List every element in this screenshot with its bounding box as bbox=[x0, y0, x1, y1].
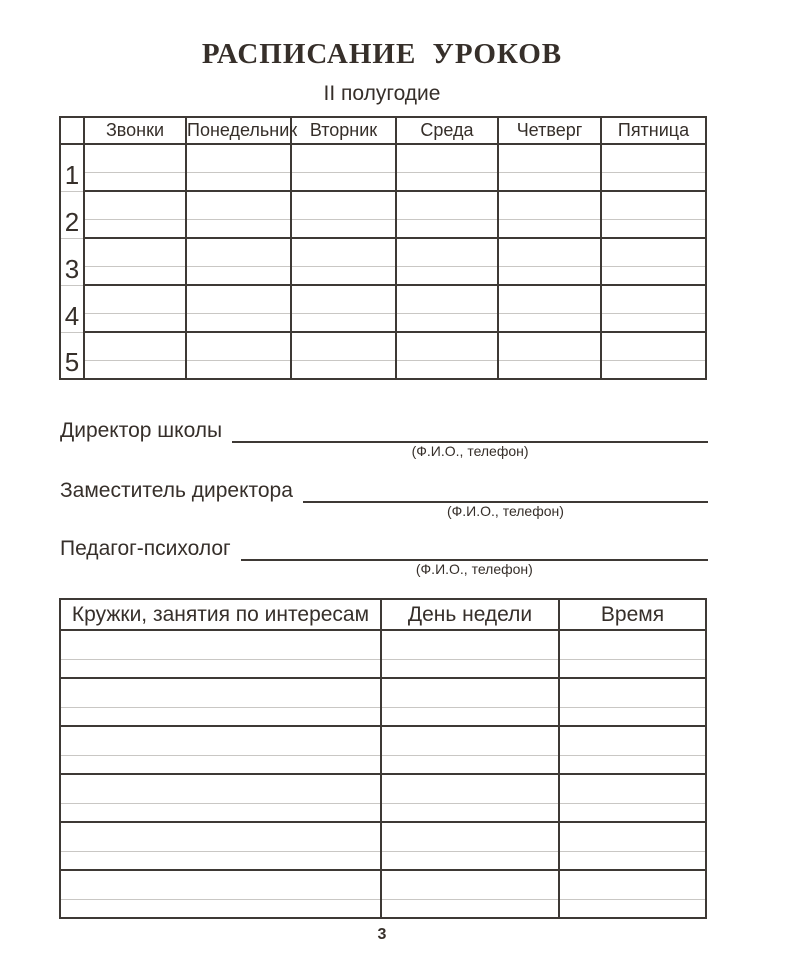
schedule-cell bbox=[186, 285, 291, 313]
schedule-cell bbox=[291, 238, 396, 266]
page-number: 3 bbox=[377, 926, 387, 943]
club-cell bbox=[559, 726, 706, 755]
schedule-cell bbox=[291, 172, 396, 191]
lesson-number: 4 bbox=[60, 285, 84, 332]
clubs-table bbox=[59, 598, 707, 919]
club-cell bbox=[559, 659, 706, 678]
club-cell bbox=[60, 659, 381, 678]
schedule-cell bbox=[601, 238, 706, 266]
director-caption: (Ф.И.О., телефон) bbox=[411, 443, 529, 459]
club-cell bbox=[60, 707, 381, 726]
col-header-monday: Понедельник bbox=[186, 117, 291, 144]
signature-block-deputy bbox=[60, 476, 708, 519]
club-row bbox=[60, 822, 706, 851]
schedule-cell bbox=[186, 191, 291, 219]
schedule-cell bbox=[291, 313, 396, 332]
club-row bbox=[60, 726, 706, 755]
schedule-cell bbox=[396, 238, 498, 266]
schedule-table bbox=[59, 116, 707, 380]
schedule-cell bbox=[498, 238, 601, 266]
club-row-subline bbox=[60, 899, 706, 918]
club-cell bbox=[559, 803, 706, 822]
director-fill-line bbox=[232, 416, 708, 459]
schedule-cell bbox=[291, 285, 396, 313]
club-row-subline bbox=[60, 659, 706, 678]
schedule-cell bbox=[291, 144, 396, 172]
schedule-cell bbox=[84, 285, 186, 313]
schedule-cell bbox=[186, 144, 291, 172]
club-row bbox=[60, 630, 706, 659]
club-row-subline bbox=[60, 803, 706, 822]
schedule-cell bbox=[498, 191, 601, 219]
schedule-cell bbox=[601, 191, 706, 219]
signature-row bbox=[60, 476, 708, 519]
lesson-row-subline bbox=[60, 266, 706, 285]
club-cell bbox=[559, 630, 706, 659]
lesson-row bbox=[60, 144, 706, 172]
schedule-cell bbox=[498, 285, 601, 313]
schedule-cell bbox=[84, 360, 186, 379]
semester-subtitle: II полугодие bbox=[323, 82, 441, 105]
lesson-row bbox=[60, 332, 706, 360]
club-cell bbox=[381, 726, 559, 755]
club-cell bbox=[60, 630, 381, 659]
schedule-cell bbox=[186, 360, 291, 379]
schedule-cell bbox=[396, 191, 498, 219]
col-header-bells: Звонки bbox=[84, 117, 186, 144]
club-cell bbox=[381, 899, 559, 918]
club-cell bbox=[381, 659, 559, 678]
lesson-row-subline bbox=[60, 219, 706, 238]
lesson-number: 5 bbox=[60, 332, 84, 379]
lesson-row bbox=[60, 238, 706, 266]
schedule-cell bbox=[396, 172, 498, 191]
club-cell bbox=[559, 870, 706, 899]
psychologist-caption: (Ф.И.О., телефон) bbox=[415, 561, 533, 577]
club-cell bbox=[381, 707, 559, 726]
deputy-fill-line bbox=[303, 476, 708, 519]
clubs-body bbox=[60, 630, 706, 918]
lesson-row bbox=[60, 191, 706, 219]
schedule-cell bbox=[291, 219, 396, 238]
schedule-cell bbox=[498, 360, 601, 379]
schedule-cell bbox=[84, 191, 186, 219]
club-cell bbox=[559, 707, 706, 726]
club-cell bbox=[559, 851, 706, 870]
club-cell bbox=[381, 803, 559, 822]
schedule-cell bbox=[601, 360, 706, 379]
lesson-row-subline bbox=[60, 172, 706, 191]
club-cell bbox=[381, 678, 559, 707]
schedule-cell bbox=[186, 172, 291, 191]
schedule-cell bbox=[498, 266, 601, 285]
schedule-cell bbox=[186, 266, 291, 285]
schedule-cell bbox=[498, 144, 601, 172]
schedule-cell bbox=[84, 238, 186, 266]
schedule-cell bbox=[84, 219, 186, 238]
schedule-cell bbox=[396, 266, 498, 285]
signature-row bbox=[60, 534, 708, 577]
club-cell bbox=[60, 755, 381, 774]
lesson-number: 2 bbox=[60, 191, 84, 238]
club-cell bbox=[381, 774, 559, 803]
col-header-tuesday: Вторник bbox=[291, 117, 396, 144]
club-cell bbox=[381, 822, 559, 851]
club-cell bbox=[60, 822, 381, 851]
schedule-cell bbox=[396, 313, 498, 332]
lesson-number: 3 bbox=[60, 238, 84, 285]
club-cell bbox=[381, 851, 559, 870]
schedule-cell bbox=[186, 313, 291, 332]
schedule-cell bbox=[84, 313, 186, 332]
signature-row bbox=[60, 416, 708, 459]
schedule-cell bbox=[396, 360, 498, 379]
col-header-thursday: Четверг bbox=[498, 117, 601, 144]
col-header-wednesday: Среда bbox=[396, 117, 498, 144]
club-cell bbox=[559, 678, 706, 707]
schedule-cell bbox=[601, 266, 706, 285]
director-label: Директор школы bbox=[60, 419, 223, 442]
schedule-cell bbox=[498, 332, 601, 360]
schedule-cell bbox=[84, 332, 186, 360]
deputy-caption: (Ф.И.О., телефон) bbox=[446, 503, 564, 519]
psychologist-label: Педагог-психолог bbox=[60, 537, 231, 560]
schedule-cell bbox=[601, 313, 706, 332]
club-cell bbox=[381, 630, 559, 659]
club-cell bbox=[60, 803, 381, 822]
page-title: РАСПИСАНИЕ УРОКОВ bbox=[201, 38, 563, 70]
schedule-cell bbox=[291, 360, 396, 379]
col-header-time: Время bbox=[559, 599, 706, 630]
club-cell bbox=[559, 774, 706, 803]
lesson-number: 1 bbox=[60, 144, 84, 191]
schedule-cell bbox=[186, 219, 291, 238]
schedule-cell bbox=[186, 332, 291, 360]
col-header-friday: Пятница bbox=[601, 117, 706, 144]
club-cell bbox=[381, 870, 559, 899]
club-row-subline bbox=[60, 755, 706, 774]
schedule-cell bbox=[84, 144, 186, 172]
club-cell bbox=[381, 755, 559, 774]
schedule-cell bbox=[291, 332, 396, 360]
psychologist-fill-line bbox=[241, 534, 708, 577]
clubs-header-row bbox=[60, 599, 706, 630]
schedule-cell bbox=[291, 266, 396, 285]
schedule-cell bbox=[396, 285, 498, 313]
schedule-cell bbox=[601, 285, 706, 313]
club-cell bbox=[60, 774, 381, 803]
club-cell bbox=[559, 899, 706, 918]
schedule-cell bbox=[601, 332, 706, 360]
schedule-cell bbox=[84, 172, 186, 191]
schedule-cell bbox=[186, 238, 291, 266]
schedule-cell bbox=[84, 266, 186, 285]
corner-cell bbox=[60, 117, 84, 144]
col-header-weekday: День недели bbox=[381, 599, 559, 630]
schedule-cell bbox=[291, 191, 396, 219]
club-cell bbox=[60, 726, 381, 755]
schedule-cell bbox=[601, 172, 706, 191]
schedule-cell bbox=[396, 219, 498, 238]
club-cell bbox=[60, 678, 381, 707]
schedule-cell bbox=[396, 332, 498, 360]
signature-block-psychologist bbox=[60, 534, 708, 577]
schedule-cell bbox=[396, 144, 498, 172]
schedule-cell bbox=[601, 144, 706, 172]
club-row bbox=[60, 678, 706, 707]
signature-block-director bbox=[60, 416, 708, 459]
club-cell bbox=[60, 851, 381, 870]
club-row bbox=[60, 870, 706, 899]
club-row-subline bbox=[60, 851, 706, 870]
schedule-cell bbox=[498, 313, 601, 332]
schedule-cell bbox=[498, 219, 601, 238]
club-cell bbox=[60, 870, 381, 899]
club-cell bbox=[559, 822, 706, 851]
deputy-label: Заместитель директора bbox=[60, 479, 293, 502]
schedule-cell bbox=[601, 219, 706, 238]
col-header-clubs: Кружки, занятия по интересам bbox=[60, 599, 381, 630]
club-cell bbox=[559, 755, 706, 774]
lesson-row-subline bbox=[60, 360, 706, 379]
club-row bbox=[60, 774, 706, 803]
schedule-header-row bbox=[60, 117, 706, 144]
schedule-body bbox=[60, 144, 706, 379]
club-row-subline bbox=[60, 707, 706, 726]
schedule-cell bbox=[498, 172, 601, 191]
club-cell bbox=[60, 899, 381, 918]
lesson-row-subline bbox=[60, 313, 706, 332]
lesson-row bbox=[60, 285, 706, 313]
